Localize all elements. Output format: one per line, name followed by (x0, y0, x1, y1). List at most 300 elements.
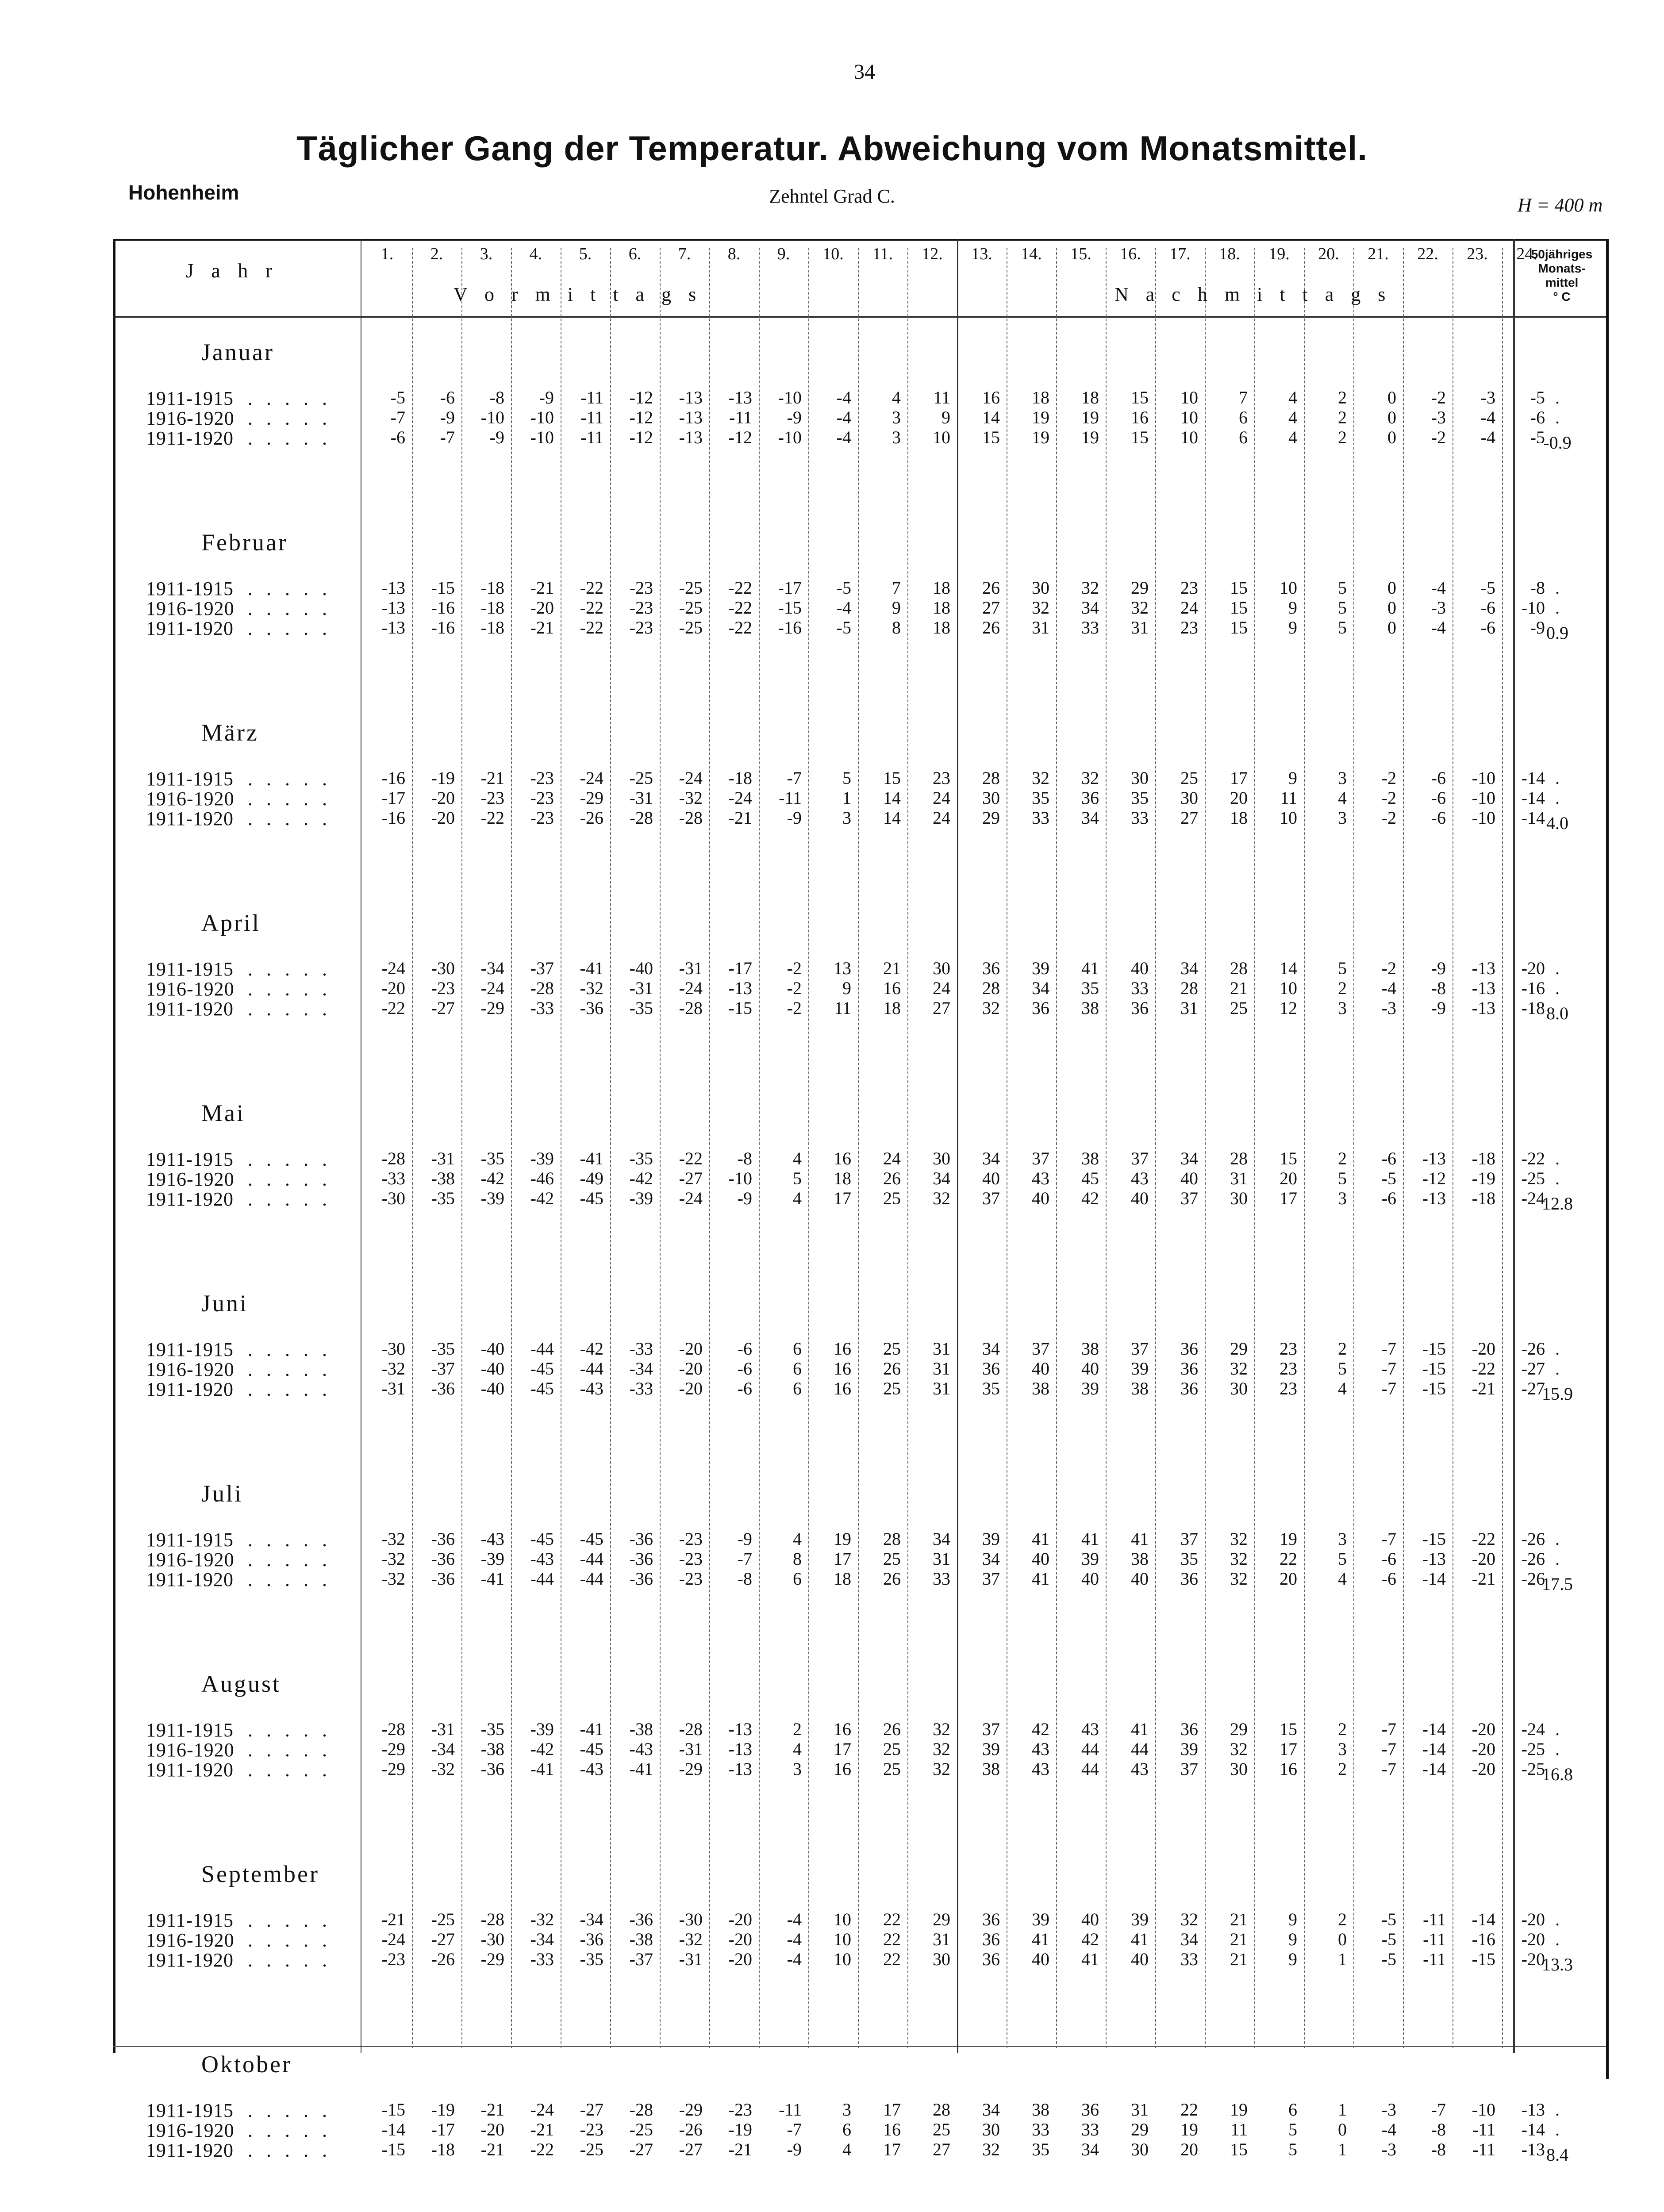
table-cell: 38 (1032, 1379, 1049, 1398)
table-cell: -23 (679, 1549, 703, 1569)
table-cell: 34 (982, 1549, 1000, 1569)
table-cell: -23 (679, 1529, 703, 1549)
table-cell: -3 (1431, 407, 1446, 427)
table-cell: -10 (778, 388, 802, 407)
table-cell: 10 (834, 1929, 851, 1949)
period-label: 1911-1920 (146, 1379, 234, 1400)
table-cell: 23 (933, 768, 950, 788)
table-cell: -34 (580, 1909, 603, 1929)
table-cell: -10 (530, 427, 554, 447)
table-cell: 4 (793, 1529, 802, 1549)
table-cell: 25 (883, 1759, 901, 1779)
table-cell: -15 (778, 598, 802, 618)
table-cell: -24 (530, 2100, 554, 2120)
table-cell: 36 (1180, 1339, 1198, 1359)
table-cell: 39 (1180, 1739, 1198, 1759)
period-label: 1911-1920 (146, 808, 234, 830)
hour-header-20: 20. (1318, 245, 1339, 263)
period-dots: . . . . . (248, 978, 331, 1000)
table-cell: -15 (381, 2100, 405, 2120)
table-cell: -7 (1381, 1359, 1396, 1379)
table-cell: -28 (381, 1148, 405, 1168)
table-cell: -22 (1521, 1148, 1545, 1168)
page-title: Täglicher Gang der Temperatur. Abweichung vom Monatsmittel. (296, 129, 1368, 168)
table-cell: -20 (431, 788, 455, 808)
table-cell: -8 (1431, 2120, 1446, 2139)
table-cell: 26 (883, 1168, 901, 1188)
table-cell: -28 (480, 1909, 504, 1929)
height-label: H = 400 m (1518, 194, 1603, 216)
mean-column-header: ° C (1553, 290, 1571, 303)
table-cell: -22 (1472, 1529, 1495, 1549)
table-cell: -4 (1431, 618, 1446, 637)
table-cell: -13 (1422, 1188, 1446, 1208)
table-cell: 40 (1180, 1168, 1198, 1188)
table-cell: -31 (431, 1148, 455, 1168)
monthly-mean-cell: . (1555, 598, 1560, 618)
table-cell: 3 (842, 2100, 851, 2120)
table-cell: -37 (530, 958, 554, 978)
monthly-mean-cell: 4.0 (1546, 813, 1568, 833)
table-cell: 36 (982, 1909, 1000, 1929)
table-cell: 3 (1338, 998, 1347, 1018)
table-cell: -44 (580, 1569, 603, 1589)
table-cell: 33 (1032, 2120, 1049, 2139)
table-cell: 29 (982, 808, 1000, 828)
table-cell: -13 (728, 388, 752, 407)
table-cell: -12 (1422, 1168, 1446, 1188)
table-cell: -4 (836, 598, 851, 618)
table-cell: -9 (1431, 998, 1446, 1018)
table-cell: 40 (1032, 1949, 1049, 1969)
table-cell: -32 (381, 1549, 405, 1569)
monthly-mean-cell: 8.0 (1546, 1003, 1568, 1023)
table-cell: 40 (1081, 1569, 1099, 1589)
table-cell: -23 (530, 808, 554, 828)
table-cell: 22 (1180, 2100, 1198, 2120)
table-cell: -27 (1521, 1379, 1545, 1398)
table-cell: 38 (1081, 1148, 1099, 1168)
table-cell: -27 (431, 998, 455, 1018)
table-cell: -2 (787, 978, 802, 998)
table-cell: 26 (982, 618, 1000, 637)
table-cell: 33 (1180, 1949, 1198, 1969)
monthly-mean-cell: . (1555, 978, 1560, 998)
table-cell: -5 (836, 618, 851, 637)
table-cell: 4 (892, 388, 901, 407)
table-cell: 5 (1338, 618, 1347, 637)
table-cell: -15 (381, 2139, 405, 2159)
period-dots: . . . . . (248, 1739, 331, 1761)
table-cell: 42 (1032, 1719, 1049, 1739)
table-cell: -35 (431, 1339, 455, 1359)
monthly-mean-cell: 17.5 (1542, 1574, 1573, 1594)
table-cell: -45 (580, 1529, 603, 1549)
table-cell: 3 (1338, 768, 1347, 788)
table-cell: 36 (1081, 2100, 1099, 2120)
table-cell: -20 (728, 1929, 752, 1949)
table-cell: -9 (1530, 618, 1545, 637)
table-cell: -26 (679, 2120, 703, 2139)
table-cell: 2 (1338, 1909, 1347, 1929)
hour-header-9: 9. (777, 245, 790, 263)
monthly-mean-cell: . (1555, 1148, 1560, 1168)
table-cell: -43 (580, 1759, 603, 1779)
table-cell: 7 (1239, 388, 1248, 407)
table-cell: 40 (1081, 1909, 1099, 1929)
table-cell: -21 (530, 2120, 554, 2139)
table-cell: 16 (834, 1379, 851, 1398)
table-cell: 32 (933, 1188, 950, 1208)
period-label: 1911-1920 (146, 1569, 234, 1590)
table-cell: -13 (1521, 2100, 1545, 2120)
table-cell: -8 (737, 1148, 752, 1168)
table-cell: -22 (728, 618, 752, 637)
table-cell: -26 (1521, 1339, 1545, 1359)
table-cell: -5 (1530, 388, 1545, 407)
table-cell: 32 (1081, 578, 1099, 598)
period-dots: . . . . . (248, 1759, 331, 1781)
period-dots: . . . . . (248, 958, 331, 980)
table-cell: -5 (1480, 578, 1495, 598)
table-cell: 12 (1280, 998, 1297, 1018)
hour-header-19: 19. (1268, 245, 1290, 263)
table-cell: -2 (1381, 808, 1396, 828)
table-cell: -4 (836, 427, 851, 447)
monthly-mean-cell: . (1555, 958, 1560, 978)
table-cell: -40 (480, 1359, 504, 1379)
table-cell: -45 (530, 1529, 554, 1549)
table-cell: -23 (580, 2120, 603, 2139)
table-cell: -28 (530, 978, 554, 998)
table-cell: 25 (1230, 998, 1248, 1018)
table-cell: -13 (728, 1759, 752, 1779)
period-label: 1911-1920 (146, 618, 234, 639)
table-cell: -30 (480, 1929, 504, 1949)
table-cell: -15 (1422, 1359, 1446, 1379)
hour-header-13: 13. (971, 245, 992, 263)
table-cell: 9 (942, 407, 950, 427)
table-cell: -13 (1422, 1148, 1446, 1168)
table-cell: -14 (1422, 1739, 1446, 1759)
table-cell: 16 (834, 1759, 851, 1779)
table-cell: 29 (1131, 578, 1149, 598)
table-cell: 37 (1131, 1148, 1149, 1168)
table-cell: -44 (530, 1339, 554, 1359)
table-cell: 17 (834, 1739, 851, 1759)
table-cell: 24 (933, 978, 950, 998)
table-cell: -6 (390, 427, 405, 447)
monthly-mean-cell: 15.9 (1542, 1384, 1573, 1404)
table-cell: -21 (480, 2100, 504, 2120)
table-cell: -31 (679, 958, 703, 978)
table-cell: 32 (1180, 1909, 1198, 1929)
table-cell: -36 (629, 1529, 653, 1549)
table-cell: -14 (1521, 2120, 1545, 2139)
table-cell: 45 (1081, 1168, 1099, 1188)
table-cell: -20 (1521, 1929, 1545, 1949)
table-cell: -11 (1423, 1949, 1446, 1969)
table-cell: 37 (1131, 1339, 1149, 1359)
table-cell: -17 (431, 2120, 455, 2139)
table-cell: 5 (1338, 1549, 1347, 1569)
table-cell: 11 (1230, 2120, 1248, 2139)
table-cell: 10 (1180, 407, 1198, 427)
monthly-mean-cell: 0.9 (1546, 623, 1568, 643)
table-cell: 17 (1280, 1739, 1297, 1759)
table-cell: 9 (1288, 768, 1297, 788)
table-cell: 30 (1230, 1188, 1248, 1208)
period-dots: . . . . . (248, 1719, 331, 1741)
table-cell: -7 (440, 427, 455, 447)
table-cell: -10 (480, 407, 504, 427)
table-cell: -34 (530, 1929, 554, 1949)
table-cell: 14 (883, 788, 901, 808)
table-cell: -45 (530, 1379, 554, 1398)
table-cell: 31 (933, 1379, 950, 1398)
table-cell: -3 (1431, 598, 1446, 618)
table-cell: 16 (1280, 1759, 1297, 1779)
table-cell: 43 (1032, 1759, 1049, 1779)
table-cell: -17 (728, 958, 752, 978)
table-cell: -7 (787, 2120, 802, 2139)
table-cell: -18 (480, 618, 504, 637)
table-cell: 37 (982, 1188, 1000, 1208)
table-cell: 3 (892, 407, 901, 427)
table-cell: 32 (933, 1759, 950, 1779)
table-cell: 36 (982, 958, 1000, 978)
mean-column-divider (1513, 239, 1515, 2053)
period-dots: . . . . . (248, 1949, 331, 1971)
monthly-mean-cell: . (1555, 2100, 1560, 2120)
table-cell: 6 (1239, 407, 1248, 427)
table-cell: 35 (1131, 788, 1149, 808)
table-cell: 4 (793, 1739, 802, 1759)
table-cell: 35 (1180, 1549, 1198, 1569)
table-cell: -24 (679, 768, 703, 788)
table-cell: 38 (982, 1759, 1000, 1779)
hour-header-6: 6. (628, 245, 642, 263)
table-cell: -29 (679, 2100, 703, 2120)
table-cell: -6 (440, 388, 455, 407)
month-name: Januar (201, 339, 274, 365)
table-cell: -14 (381, 2120, 405, 2139)
table-cell: -7 (1431, 2100, 1446, 2120)
table-cell: -19 (431, 2100, 455, 2120)
table-cell: -27 (679, 1168, 703, 1188)
table-cell: -41 (580, 958, 603, 978)
table-cell: -7 (737, 1549, 752, 1569)
table-cell: 32 (1230, 1529, 1248, 1549)
table-cell: 9 (892, 598, 901, 618)
table-cell: -11 (1472, 2139, 1495, 2159)
table-cell: -27 (679, 2139, 703, 2159)
table-cell: 42 (1081, 1929, 1099, 1949)
table-cell: 0 (1338, 1929, 1347, 1949)
period-label: 1911-1915 (146, 768, 234, 790)
table-cell: 41 (1081, 958, 1099, 978)
table-cell: -6 (737, 1379, 752, 1398)
hour-header-11: 11. (872, 245, 893, 263)
table-cell: -25 (679, 598, 703, 618)
table-cell: -3 (1480, 388, 1495, 407)
table-cell: 4 (1288, 427, 1297, 447)
table-cell: -8 (1431, 978, 1446, 998)
table-cell: 33 (1131, 978, 1149, 998)
period-label: 1911-1920 (146, 1759, 234, 1781)
table-cell: 10 (1180, 427, 1198, 447)
table-cell: 43 (1131, 1168, 1149, 1188)
table-cell: 2 (1338, 388, 1347, 407)
table-cell: -44 (580, 1549, 603, 1569)
table-cell: -7 (1381, 1759, 1396, 1779)
table-cell: 26 (883, 1359, 901, 1379)
period-label: 1911-1915 (146, 1719, 234, 1741)
table-cell: 18 (1032, 388, 1049, 407)
table-cell: -20 (679, 1339, 703, 1359)
table-cell: -13 (679, 388, 703, 407)
table-cell: -9 (489, 427, 504, 447)
table-cell: 2 (1338, 1148, 1347, 1168)
table-cell: -43 (580, 1379, 603, 1398)
period-label: 1911-1915 (146, 958, 234, 980)
table-cell: -18 (728, 768, 752, 788)
table-cell: -20 (1472, 1549, 1495, 1569)
table-cell: -11 (580, 427, 603, 447)
table-cell: -31 (431, 1719, 455, 1739)
period-dots: . . . . . (248, 2139, 331, 2161)
unit-label: Zehntel Grad C. (769, 185, 895, 207)
monthly-mean-cell: 16.8 (1542, 1764, 1573, 1784)
table-cell: -5 (1381, 1909, 1396, 1929)
period-dots: . . . . . (248, 1929, 331, 1951)
table-cell: -32 (381, 1529, 405, 1549)
table-cell: -21 (728, 808, 752, 828)
table-cell: 4 (842, 2139, 851, 2159)
table-cell: -8 (737, 1569, 752, 1589)
table-cell: 9 (1288, 1949, 1297, 1969)
table-cell: 34 (982, 2100, 1000, 2120)
table-cell: 18 (834, 1168, 851, 1188)
table-cell: 23 (1180, 578, 1198, 598)
table-cell: -27 (1521, 1359, 1545, 1379)
table-cell: 3 (793, 1759, 802, 1779)
table-cell: 34 (1180, 1148, 1198, 1168)
table-cell: -13 (1472, 998, 1495, 1018)
table-cell: 5 (1288, 2120, 1297, 2139)
table-cell: 16 (982, 388, 1000, 407)
table-cell: -5 (1381, 1949, 1396, 1969)
table-cell: 9 (842, 978, 851, 998)
month-name: Oktober (201, 2051, 292, 2078)
table-cell: 4 (1288, 407, 1297, 427)
table-cell: -6 (737, 1359, 752, 1379)
monthly-mean-cell: . (1555, 2120, 1560, 2139)
table-cell: -39 (530, 1148, 554, 1168)
table-cell: 26 (883, 1719, 901, 1739)
table-cell: 15 (883, 768, 901, 788)
table-cell: 34 (1081, 2139, 1099, 2159)
table-cell: -9 (539, 388, 554, 407)
table-cell: 13 (834, 958, 851, 978)
period-label: 1916-1920 (146, 2120, 234, 2141)
hour-header-23: 23. (1467, 245, 1488, 263)
table-cell: -13 (1472, 958, 1495, 978)
period-dots: . . . . . (248, 427, 331, 449)
table-cell: -7 (787, 768, 802, 788)
table-cell: -43 (480, 1529, 504, 1549)
table-cell: -25 (580, 2139, 603, 2159)
monthly-mean-cell: . (1555, 578, 1560, 598)
table-cell: -15 (1472, 1949, 1495, 1969)
table-cell: 36 (1180, 1379, 1198, 1398)
table-cell: 39 (1131, 1359, 1149, 1379)
period-label: 1916-1920 (146, 788, 234, 810)
table-cell: 37 (1032, 1339, 1049, 1359)
table-cell: 37 (1180, 1188, 1198, 1208)
table-cell: -35 (629, 998, 653, 1018)
period-label: 1916-1920 (146, 1929, 234, 1951)
table-cell: -24 (679, 978, 703, 998)
hour-header-21: 21. (1368, 245, 1389, 263)
table-cell: -18 (480, 598, 504, 618)
table-cell: -6 (1431, 768, 1446, 788)
table-cell: 38 (1131, 1549, 1149, 1569)
period-label: 1911-1915 (146, 1339, 234, 1360)
table-cell: -30 (679, 1909, 703, 1929)
table-cell: -39 (530, 1719, 554, 1739)
table-cell: 5 (842, 768, 851, 788)
table-cell: -41 (480, 1569, 504, 1589)
table-cell: -28 (679, 998, 703, 1018)
table-cell: 19 (1081, 427, 1099, 447)
table-cell: -16 (381, 768, 405, 788)
table-cell: -22 (580, 578, 603, 598)
table-cell: 30 (1180, 788, 1198, 808)
period-dots: . . . . . (248, 998, 331, 1020)
table-cell: -10 (778, 427, 802, 447)
table-cell: -16 (381, 808, 405, 828)
noon-divider (957, 239, 958, 2053)
table-cell: -2 (1431, 427, 1446, 447)
table-cell: -4 (787, 1929, 802, 1949)
table-cell: 15 (1131, 388, 1149, 407)
period-dots: . . . . . (248, 1549, 331, 1571)
table-cell: 16 (834, 1719, 851, 1739)
table-cell: 29 (1131, 2120, 1149, 2139)
table-cell: -45 (530, 1359, 554, 1379)
table-cell: -8 (1431, 2139, 1446, 2159)
table-cell: 6 (1239, 427, 1248, 447)
table-cell: -34 (629, 1359, 653, 1379)
hour-header-24: 24. (1516, 245, 1537, 263)
table-cell: -22 (530, 2139, 554, 2159)
table-cell: -8 (1530, 578, 1545, 598)
period-dots: . . . . . (248, 1909, 331, 1931)
table-cell: -3 (1381, 2139, 1396, 2159)
table-cell: 25 (883, 1379, 901, 1398)
table-cell: 19 (1180, 2120, 1198, 2139)
table-cell: -9 (787, 2139, 802, 2159)
period-dots: . . . . . (248, 1379, 331, 1400)
table-cell: 19 (1032, 427, 1049, 447)
table-cell: -44 (530, 1569, 554, 1589)
table-cell: 15 (1131, 427, 1149, 447)
monthly-mean-cell: . (1555, 1339, 1560, 1359)
table-cell: 6 (793, 1339, 802, 1359)
table-cell: 19 (834, 1529, 851, 1549)
table-cell: 3 (1338, 1739, 1347, 1759)
